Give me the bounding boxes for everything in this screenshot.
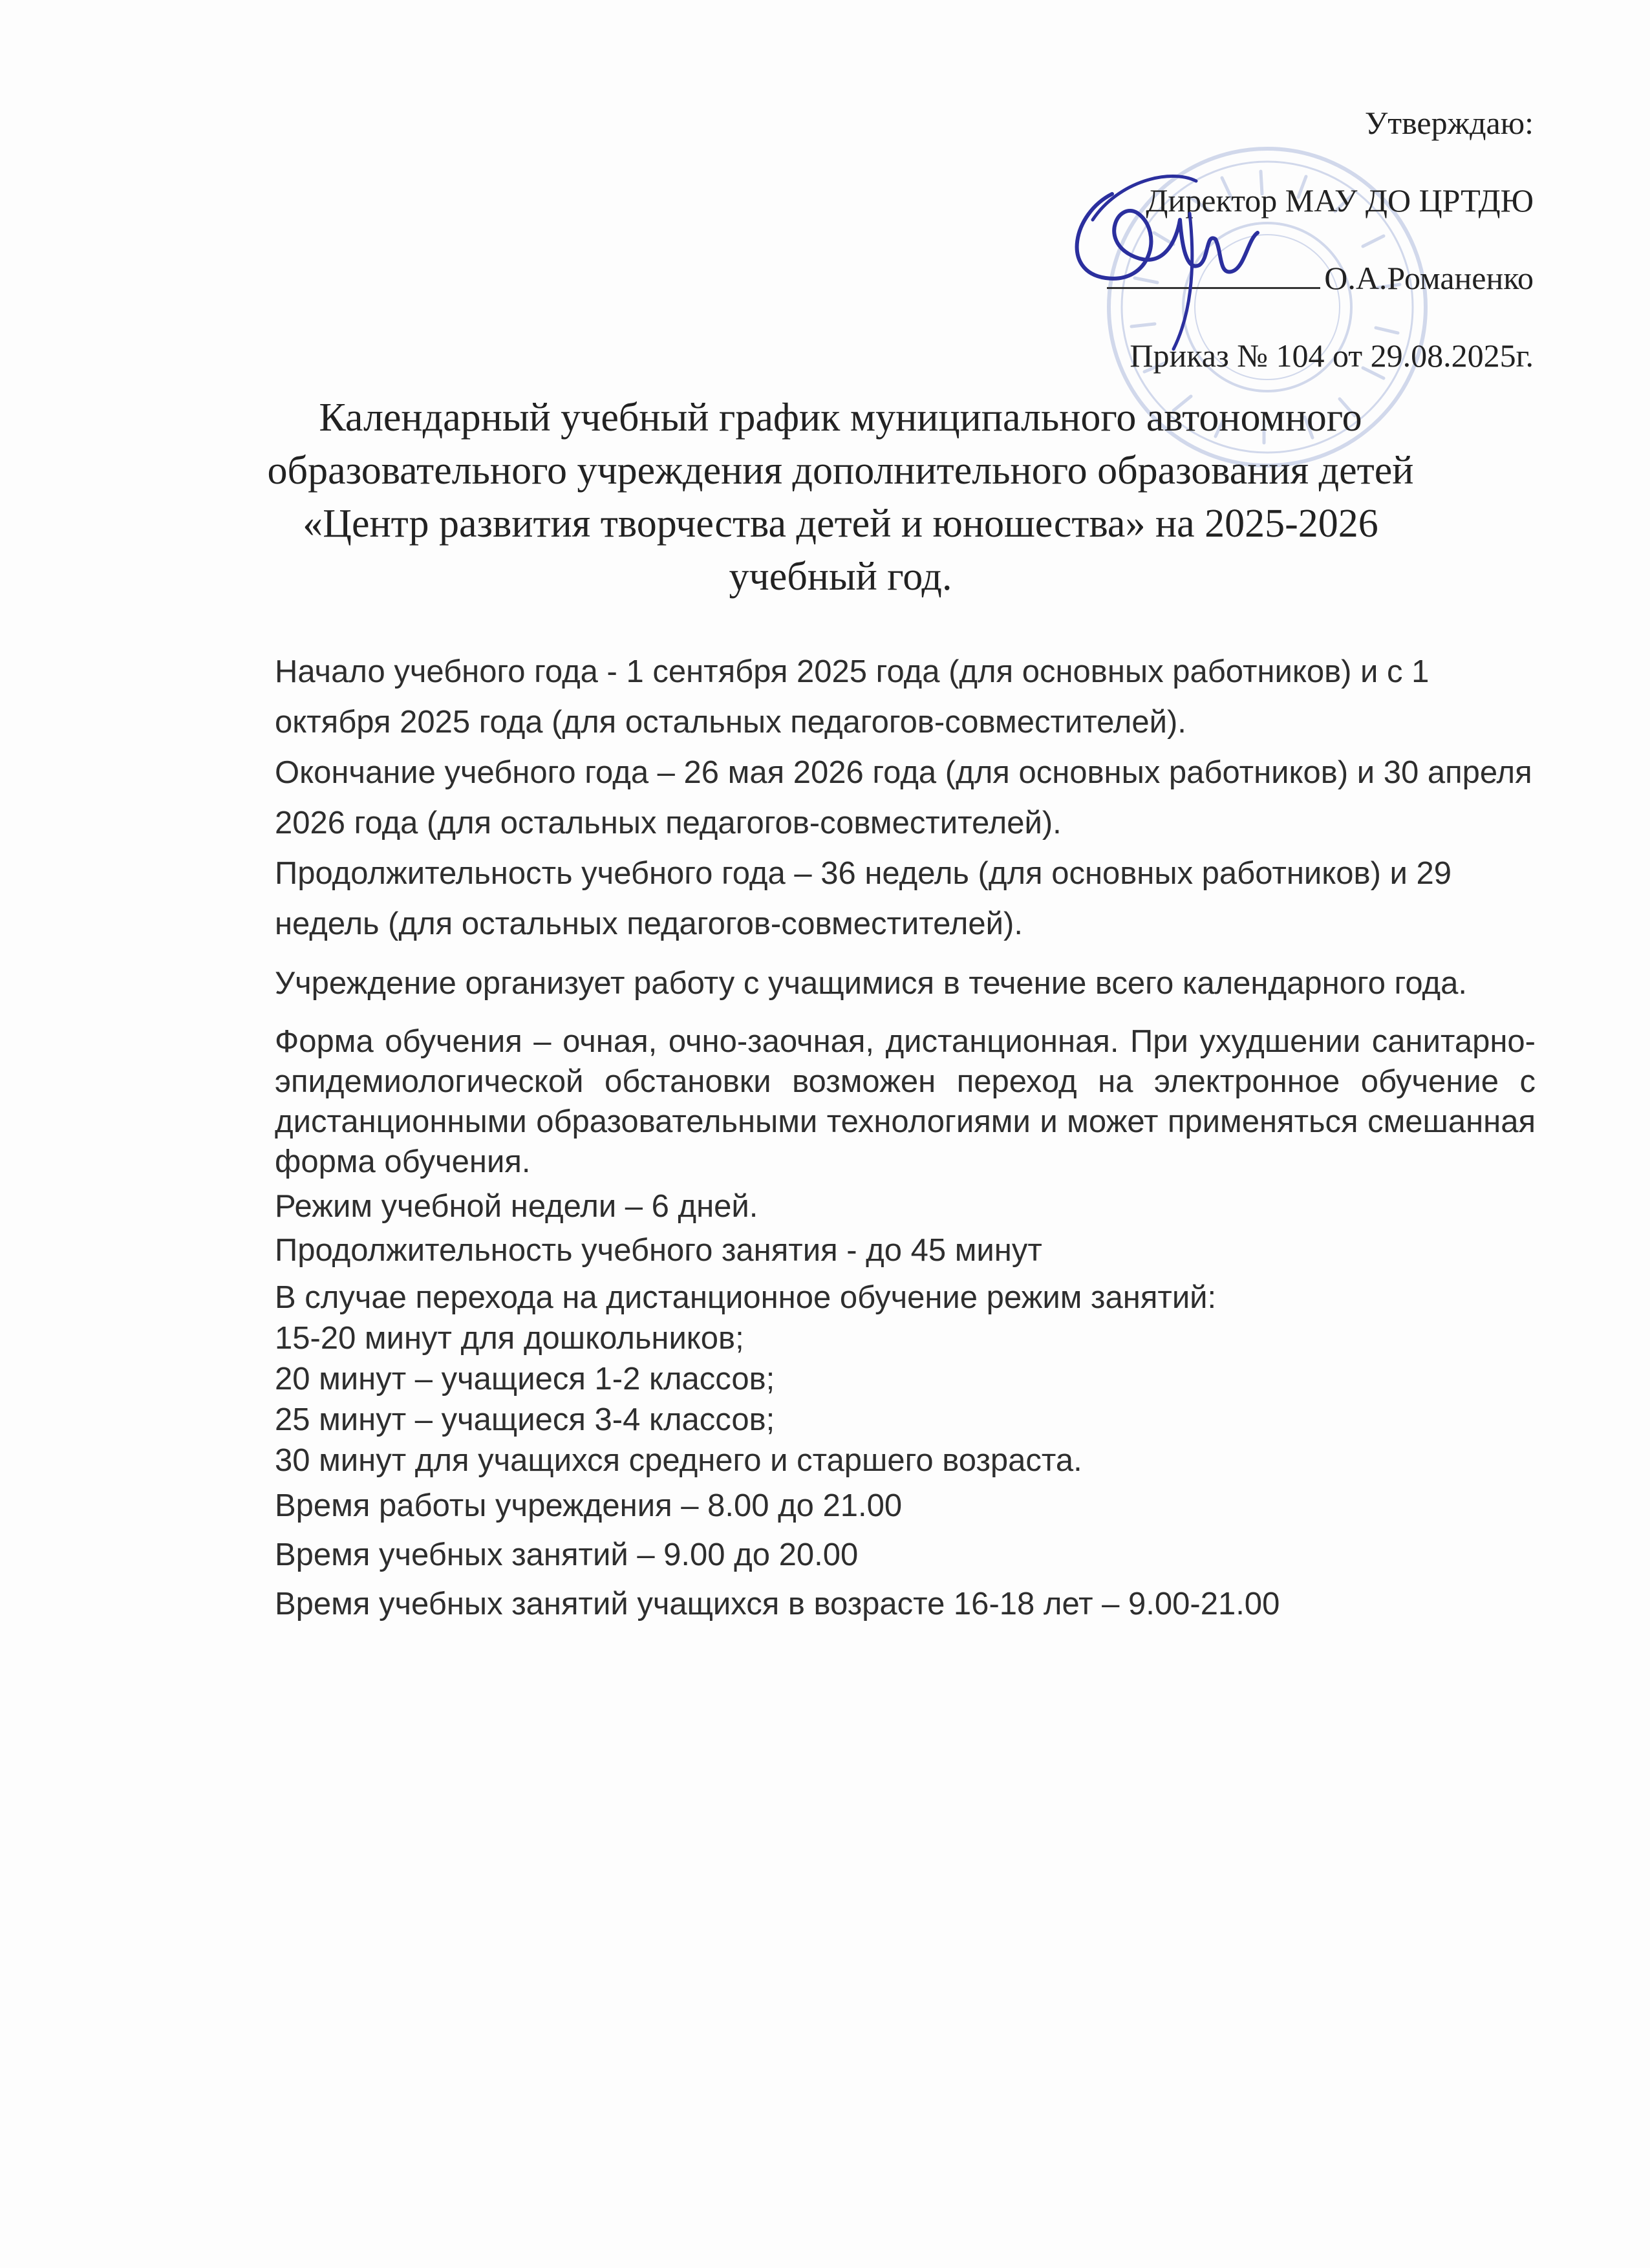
remote-item: 20 минут – учащиеся 1-2 классов; — [275, 1362, 775, 1396]
year-duration: Продолжительность учебного года – 36 недель (для основных работников) и 29 недель (для остальных педагогов-совместителей). — [275, 856, 1452, 941]
remote-intro: В случае перехода на дистанционное обучение режим занятий: — [275, 1280, 1217, 1315]
director-position: Директор МАУ ДО ЦРТДЮ — [1146, 182, 1534, 219]
end-of-year: Окончание учебного года – 26 мая 2026 года (для основных работников) и 30 апреля 2026 года (для остальных педагогов-совместителей). — [275, 755, 1532, 840]
signatory-name: О.А.Романенко — [1324, 260, 1534, 296]
title-line-2: образовательного учреждения дополнительного образования детей — [267, 449, 1414, 493]
remote-item: 30 минут для учащихся среднего и старшего возраста. — [275, 1443, 1082, 1478]
remote-schedule — [275, 1278, 1536, 1481]
title-line-4: учебный год. — [729, 555, 952, 599]
order-number: Приказ № 104 от 29.08.2025г. — [1130, 337, 1534, 374]
handwritten-signature-icon — [1034, 142, 1319, 362]
work-hours: Время работы учреждения – 8.00 до 21.00 — [275, 1488, 903, 1523]
document-body — [275, 647, 1536, 1629]
document-title — [194, 391, 1487, 603]
title-line-1: Календарный учебный график муниципального автономного — [319, 396, 1362, 440]
lesson-length: Продолжительность учебного занятия - до 45 минут — [275, 1233, 1042, 1268]
week-mode: Режим учебной недели – 6 дней. — [275, 1189, 758, 1224]
class-hours: Время учебных занятий – 9.00 до 20.00 — [275, 1537, 859, 1572]
remote-item: 25 минут – учащиеся 3-4 классов; — [275, 1402, 775, 1437]
title-line-3: «Центр развития творчества детей и юношества» на 2025-2026 — [303, 502, 1378, 546]
remote-item: 15-20 минут для дошкольников; — [275, 1321, 744, 1356]
year-round-work: Учреждение организует работу с учащимися в течение всего календарного года. — [275, 966, 1467, 1001]
senior-class-hours: Время учебных занятий учащихся в возрасте 16-18 лет – 9.00-21.00 — [275, 1587, 1280, 1621]
approve-label: Утверждаю: — [1364, 105, 1534, 141]
start-of-year: Начало учебного года - 1 сентября 2025 года (для основных работников) и с 1 октября 2025 года (для остальных педагогов-совместителей). — [275, 654, 1430, 740]
learning-form: Форма обучения – очная, очно-заочная, дистанционная. При ухудшении санитарно-эпидемиологической обстановки возможен переход на электронное обучение с дистанционными образовательными технологиями и может применяться смешанная форма обучения. — [275, 1024, 1536, 1179]
